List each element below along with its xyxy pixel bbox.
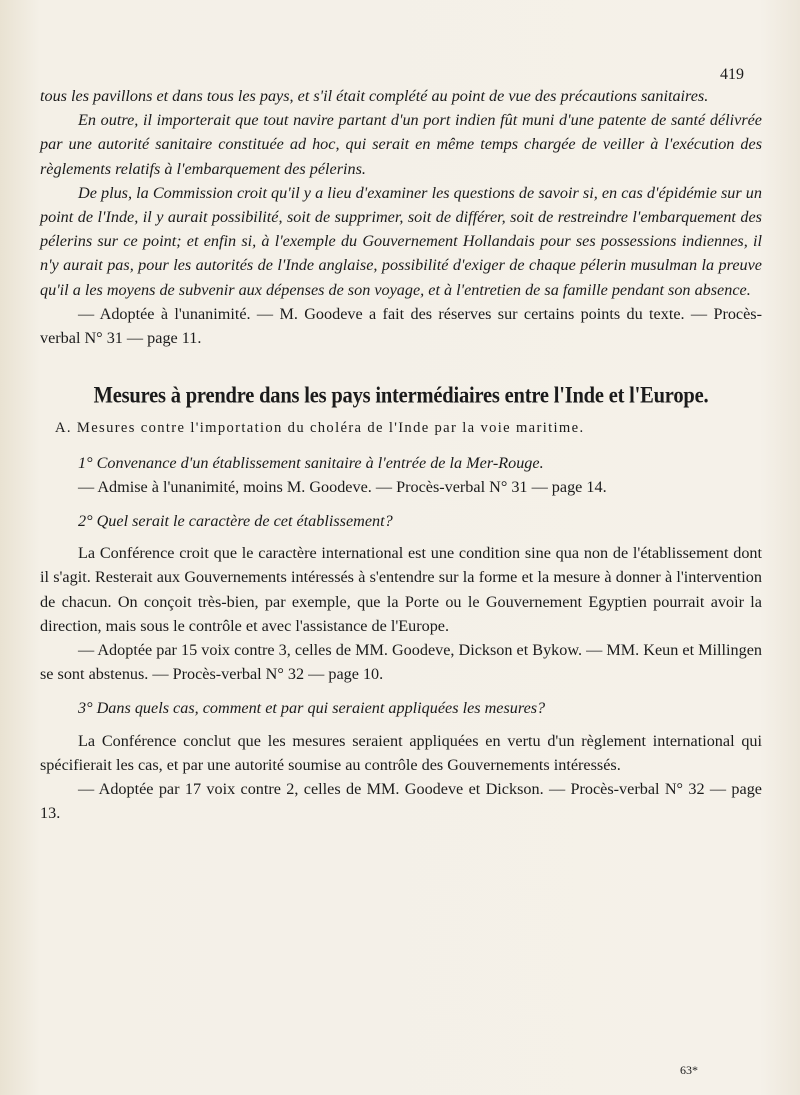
paragraph-commission: De plus, la Commission croit qu'il y a lieu d'examiner les questions de savoir si, en cas d'épidémie sur un point de l'Inde, il y aurait possibilité, soit de supprimer, soit de différer, soit de restreindre l'embarquement des pélerins sur ce point; et enfin si, à l'exemple du Gouvernement Hollandais pour ses possessions indiennes, il n'y aurait pas, pour les autorités de l'Inde anglaise, possibilité d'exiger de chaque pélerin musulman la preuve qu'il a les moyens de subvenir aux dépenses de son voyage, et à l'entretien de sa famille pendant son absence.: [40, 183, 762, 299]
question-1-result: — Admise à l'unanimité, moins M. Goodeve. — Procès-verbal N° 31 — page 14.: [78, 477, 607, 496]
question-2-result: — Adoptée par 15 voix contre 3, celles de MM. Goodeve, Dickson et Bykow. — MM. Keun et Millingen se sont abstenus. — Procès-verbal N° 32 — page 10.: [40, 641, 762, 684]
signature-mark: 63*: [680, 1063, 698, 1077]
section-heading: Mesures à prendre dans les pays intermédiaires entre l'Inde et l'Europe.: [93, 383, 709, 409]
paragraph-patente: En outre, il importerait que tout navire partant d'un port indien fût muni d'une patente de santé délivrée par une autorité sanitaire constituée ad hoc, qui serait en même temps chargée de veiller à l'exécution des règlements relatifs à l'embarquement des pélerins.: [40, 111, 762, 178]
question-1: 1° Convenance d'un établissement sanitaire à l'entrée de la Mer-Rouge.: [78, 453, 544, 472]
question-2-text: La Conférence croit que le caractère international est une condition sine qua non de l'établissement dont il s'agit. Resterait aux Gouvernements intéressés à s'entendre sur la forme et la mesure à donner à l'intervention de chacun. On conçoit très-bien, par exemple, que la Porte ou le Gouvernement Egyptien pourrait avoir la direction, mais sous le contrôle et avec l'assistance de l'Europe.: [40, 544, 762, 635]
paragraph-continuation: tous les pavillons et dans tous les pays, et s'il était complété au point de vue des précautions sanitaires.: [40, 87, 709, 105]
page-number: 419: [720, 66, 744, 83]
question-2: 2° Quel serait le caractère de cet établissement?: [78, 512, 393, 531]
document-body: [40, 84, 762, 825]
question-3: 3° Dans quels cas, comment et par qui seraient appliquées les mesures?: [78, 699, 546, 718]
paragraph-adoption: — Adoptée à l'unanimité. — M. Goodeve a fait des réserves sur certains points du texte. — Procès-verbal N° 31 — page 11.: [40, 304, 762, 348]
question-3-result: — Adoptée par 17 voix contre 2, celles de MM. Goodeve et Dickson. — Procès-verbal N° 32 — page 13.: [40, 780, 762, 823]
question-3-text: La Conférence conclut que les mesures seraient appliquées en vertu d'un règlement international qui spécifierait les cas, et par une autorité soumise au contrôle des Gouvernements intéressés.: [40, 731, 762, 774]
section-subheading: A. Mesures contre l'importation du choléra de l'Inde par la voie maritime.: [55, 420, 585, 437]
